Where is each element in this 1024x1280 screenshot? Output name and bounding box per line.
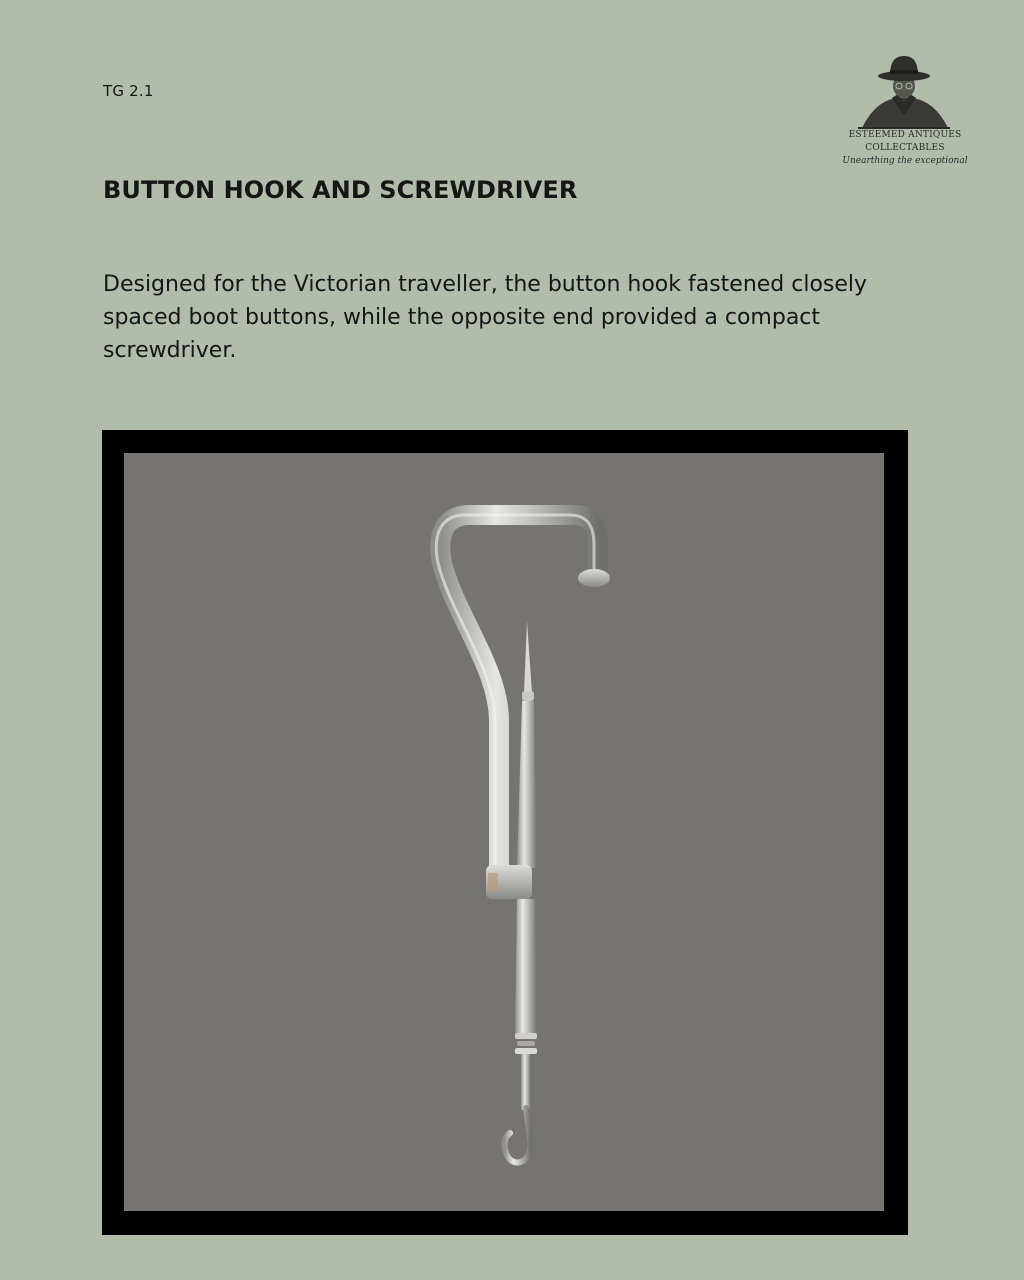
brand-logo: [840, 50, 970, 170]
item-code: TG 2.1: [103, 82, 154, 100]
photo-frame: [102, 430, 908, 1235]
page-title: BUTTON HOOK AND SCREWDRIVER: [103, 176, 578, 204]
logo-tagline: Unearthing the exceptional: [842, 156, 968, 166]
button-hook-image: [124, 453, 884, 1211]
item-description: Designed for the Victorian traveller, the button hook fastened closely spaced boot buttons, while the opposite end provided a compact screwdriver.: [103, 272, 868, 363]
detective-logo-icon: [854, 50, 954, 130]
logo-name-line2: COLLECTABLES: [865, 143, 945, 153]
logo-name-line1: ESTEEMED ANTIQUES: [848, 130, 962, 140]
photo-area: [124, 453, 884, 1211]
